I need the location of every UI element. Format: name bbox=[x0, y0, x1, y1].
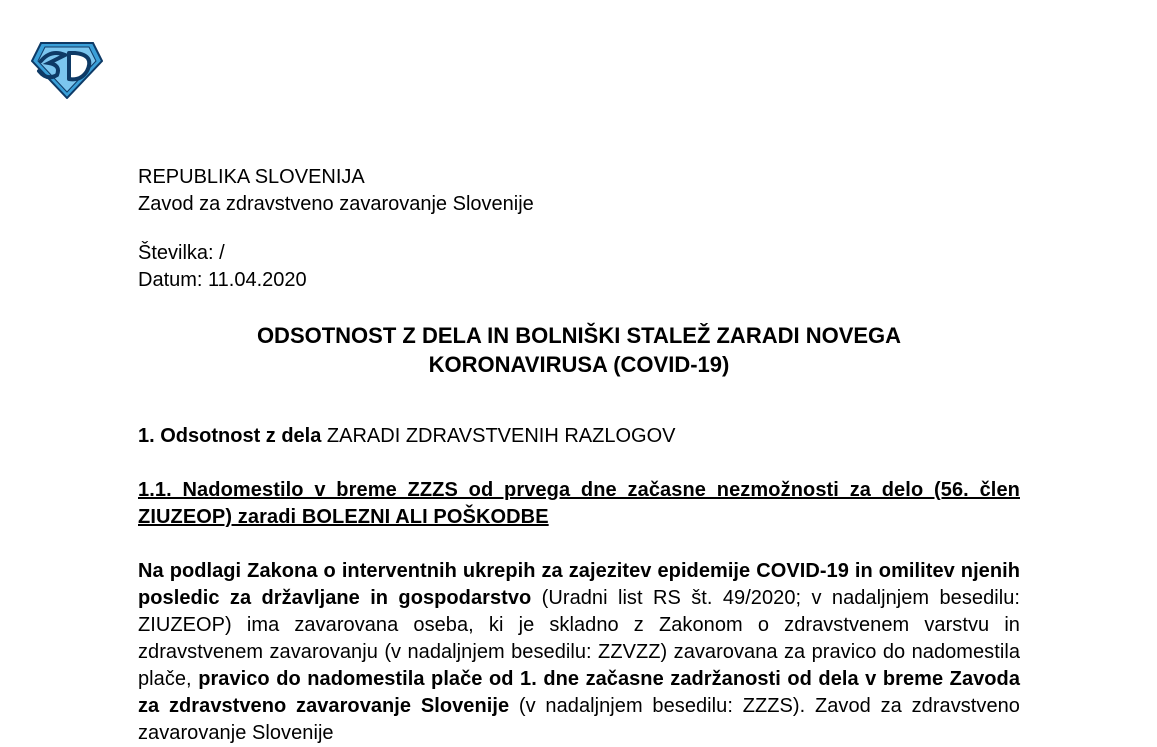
document-page bbox=[138, 164, 1020, 747]
section-1-heading bbox=[138, 423, 1020, 450]
paragraph-text-4: (v nadaljnjem besedilu: ZZZS). Zavod za zdravstveno zavarovanje Slovenije bbox=[138, 695, 1020, 744]
subsection-1-1-heading: 1.1. Nadomestilo v breme ZZZS od prvega dne začasne nezmožnosti za delo (56. člen ZIUZEOP) zaradi BOLEZNI ALI POŠKODBE bbox=[138, 479, 1020, 528]
section-1-prefix: 1. Odsotnost z dela bbox=[138, 425, 322, 447]
logo-text: SD bbox=[67, 71, 69, 72]
sd-diamond-logo-icon bbox=[31, 41, 103, 99]
section-1-title: ZARADI ZDRAVSTVENIH RAZLOGOV bbox=[321, 425, 676, 447]
paragraph-text-2: (Uradni list RS št. 49/2020; v nadaljnjem besedilu: ZIUZEOP) ima zavarovana oseba, ki je skladno z Zakonom o zdravstvenem varstvu in zdravstvenem zavarovanju (v nadaljnjem besedilu: ZZVZZ) zavarovana za pravico do nadomestila plače, bbox=[138, 587, 1021, 690]
header-institute: Zavod za zdravstveno zavarovanje Slovenije bbox=[138, 193, 534, 215]
title-line-1: ODSOTNOST Z DELA IN BOLNIŠKI STALEŽ ZARADI NOVEGA bbox=[256, 323, 902, 348]
paragraph-bold-3: pravico do nadomestila plače od 1. dne začasne zadržanosti od dela v breme Zavoda za zdravstveno zavarovanje Slovenije bbox=[138, 668, 1020, 717]
header-republic: REPUBLIKA SLOVENIJA bbox=[138, 166, 365, 188]
body-paragraph bbox=[138, 558, 1020, 747]
document-date: Datum: 11.04.2020 bbox=[138, 269, 307, 291]
page-title bbox=[138, 321, 1020, 379]
title-line-2: KORONAVIRUSA (COVID-19) bbox=[428, 352, 730, 377]
document-number: Številka: / bbox=[138, 242, 225, 264]
logo bbox=[31, 41, 103, 99]
paragraph-bold-1: Na podlagi Zakona o interventnih ukrepih za zajezitev epidemije COVID-19 in omilitev njenih posledic za državljane in gospodarstvo bbox=[138, 560, 1020, 609]
